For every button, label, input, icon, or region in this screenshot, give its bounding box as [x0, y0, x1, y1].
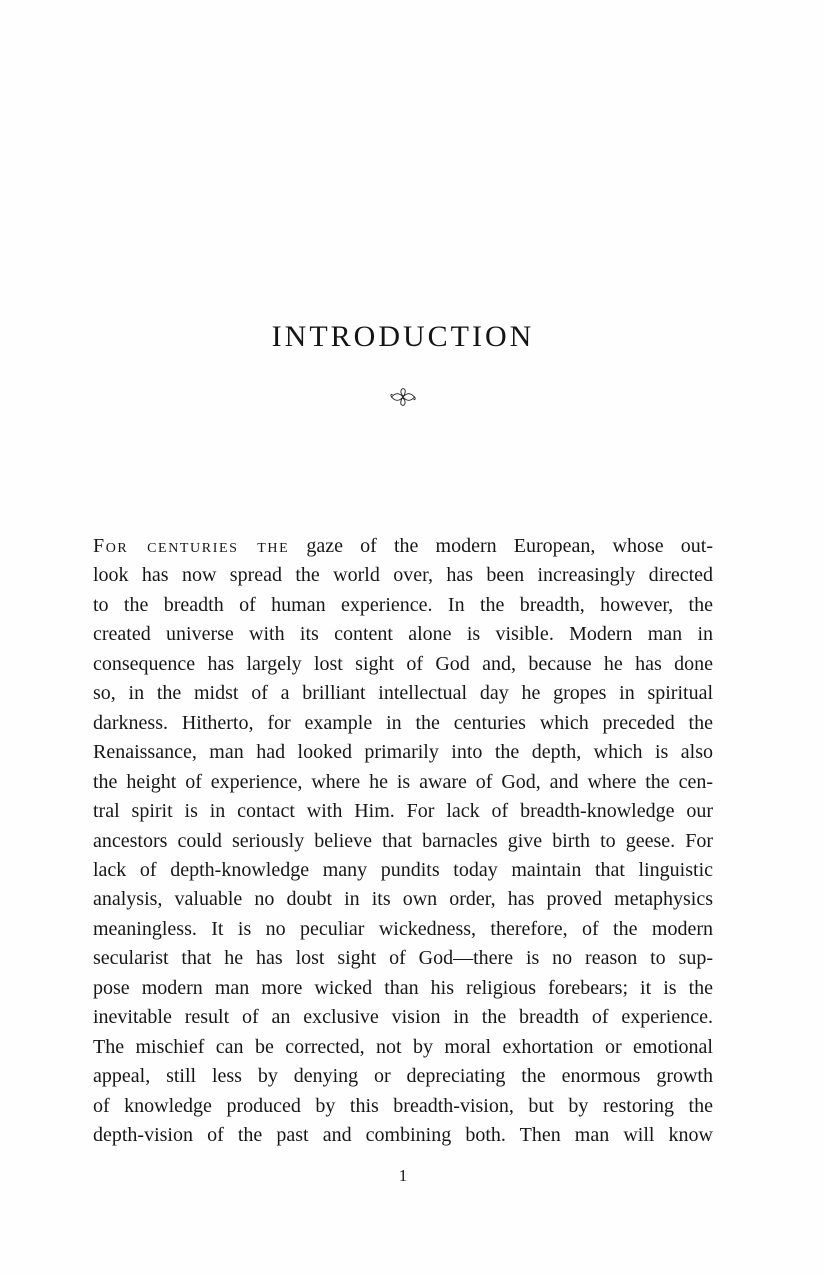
text-line: darkness. Hitherto, for example in the centuries which preceded the — [93, 711, 713, 734]
page-number: 1 — [398, 1166, 408, 1185]
text-line: The mischief can be corrected, not by moral exhortation or emotional — [93, 1035, 713, 1058]
fleuron-ornament — [93, 381, 713, 413]
text-line: Renaissance, man had looked primarily into the depth, which is also — [93, 741, 713, 764]
text-line: to the breadth of human experience. In the breadth, however, the — [93, 593, 713, 616]
text-line: ancestors could seriously believe that barnacles give birth to geese. For — [93, 829, 713, 852]
text-line: of knowledge produced by this breadth-vision, but by restoring the — [93, 1094, 713, 1117]
text-line: look has now spread the world over, has been increasingly directed — [93, 564, 713, 587]
text-line: depth-vision of the past and combining both. Then man will know — [93, 1124, 713, 1147]
text-line: the height of experience, where he is aware of God, and where the cen- — [93, 770, 713, 793]
text-line: created universe with its content alone is visible. Modern man in — [93, 623, 713, 646]
text-line: lack of depth-knowledge many pundits today maintain that linguistic — [93, 858, 713, 881]
text-line: tral spirit is in contact with Him. For lack of breadth-knowledge our — [93, 800, 713, 823]
body-text — [93, 532, 713, 1151]
fleuron-knot-icon — [389, 400, 417, 417]
text-line: so, in the midst of a brilliant intellectual day he gropes in spiritual — [93, 682, 713, 705]
text-line: meaningless. It is no peculiar wickedness, therefore, of the modern — [93, 917, 713, 940]
text-line: analysis, valuable no doubt in its own order, has proved metaphysics — [93, 888, 713, 911]
text-line: inevitable result of an exclusive vision in the breadth of experience. — [93, 1006, 713, 1029]
chapter-title: INTRODUCTION — [271, 320, 535, 353]
lead-in-smallcaps: For centuries the — [93, 535, 290, 557]
text-line: For centuries the gaze of the modern European, whose out- — [93, 535, 713, 557]
text-line: consequence has largely lost sight of God and, because he has done — [93, 652, 713, 675]
text-line: pose modern man more wicked than his religious forebears; it is the — [93, 976, 713, 999]
text-line: secularist that he has lost sight of God—there is no reason to sup- — [93, 947, 713, 970]
text-line: appeal, still less by denying or depreciating the enormous growth — [93, 1065, 713, 1088]
